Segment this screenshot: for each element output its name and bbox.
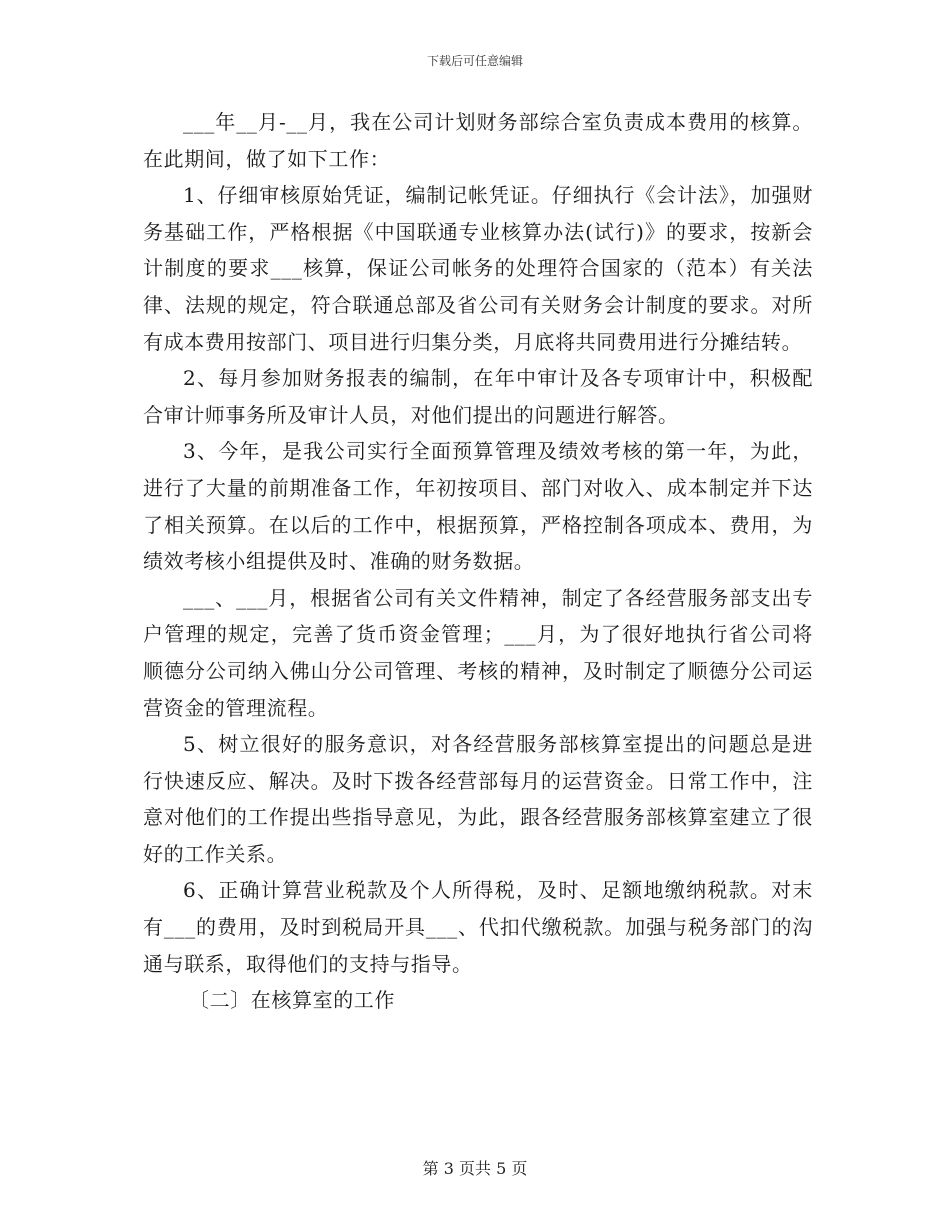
- paragraph-item-6: 6、正确计算营业税款及个人所得税，及时、足额地缴纳税款。对末有___的费用，及时到税局开具___、代扣代缴税款。加强与税务部门的沟通与联系，取得他们的支持与指导。: [143, 878, 813, 976]
- paragraph-item-5: 5、树立很好的服务意识，对各经营服务部核算室提出的问题总是进行快速反应、解决。及时下拨各经营部每月的运营资金。日常工作中，注意对他们的工作提出些指导意见，为此，跟各经营服务部核算室建立了很好的工作关系。: [143, 732, 813, 866]
- page-header: 下载后可任意编辑: [426, 54, 523, 68]
- paragraph-item-2: 2、每月参加财务报表的编制，在年中审计及各专项审计中，积极配合审计师事务所及审计人员，对他们提出的问题进行解答。: [143, 366, 813, 427]
- page-footer: 第 3 页共 5 页: [422, 1159, 528, 1178]
- paragraph-item-3: 3、今年，是我公司实行全面预算管理及绩效考核的第一年，为此，进行了大量的前期准备工作，年初按项目、部门对收入、成本制定并下达了相关预算。在以后的工作中，根据预算，严格控制各项成本、费用，为绩效考核小组提供及时、准确的财务数据。: [143, 439, 813, 574]
- paragraph-item-1: 1、仔细审核原始凭证，编制记帐凭证。仔细执行《会计法》，加强财务基础工作，严格根据《中国联通专业核算办法(试行)》的要求，按新会计制度的要求___核算，保证公司帐务的处理符合国家的（范本）有关法律、法规的规定，符合联通总部及省公司有关财务会计制度的要求。对所有成本费用按部门、项目进行归集分类，月底将共同费用进行分摊结转。: [143, 183, 813, 354]
- intro-paragraph: ___年__月-__月，我在公司计划财务部综合室负责成本费用的核算。在此期间，做了如下工作：: [143, 110, 813, 171]
- section-subheading: 〔二〕在核算室的工作: [189, 988, 395, 1013]
- document-body: [143, 104, 813, 1019]
- paragraph-item-4: ___、___月，根据省公司有关文件精神，制定了各经营服务部支出专户管理的规定，完善了货币资金管理；___月，为了很好地执行省公司将顺德分公司纳入佛山分公司管理、考核的精神，及时制定了顺德分公司运营资金的管理流程。: [143, 585, 813, 720]
